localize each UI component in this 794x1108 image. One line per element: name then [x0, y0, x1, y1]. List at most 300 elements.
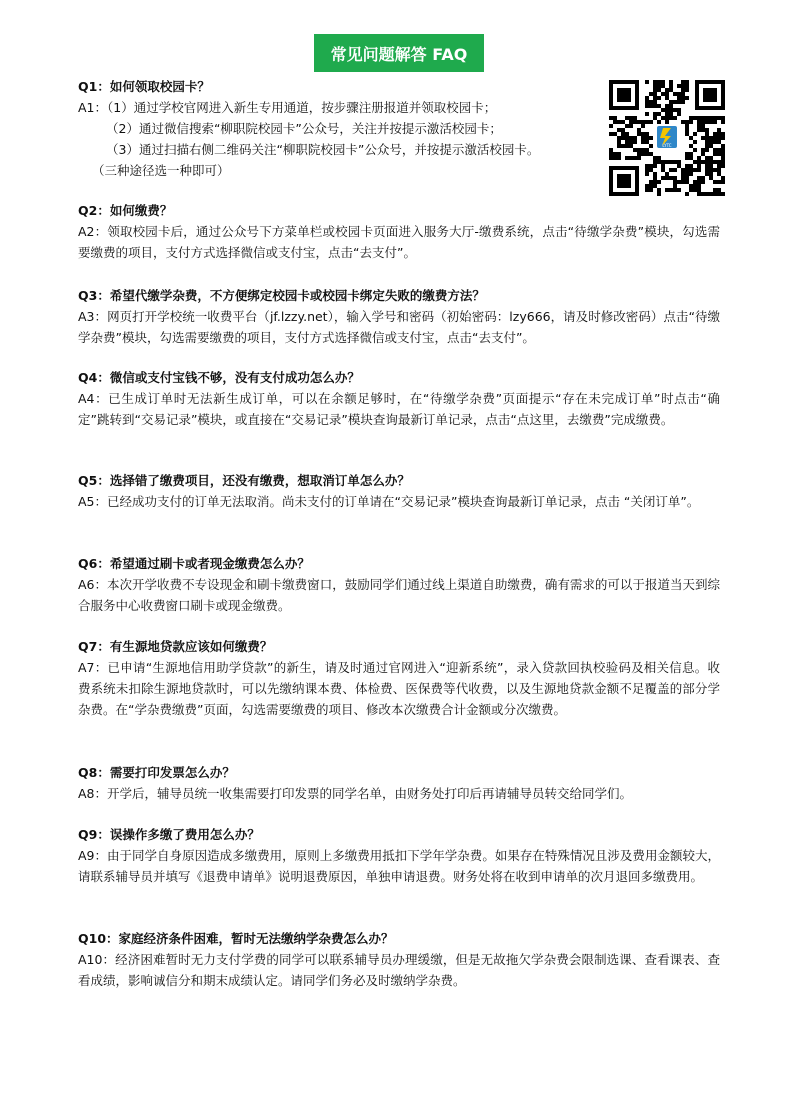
qr-module	[673, 100, 677, 104]
qr-module	[629, 144, 633, 148]
qr-module	[717, 148, 721, 152]
qr-module	[617, 152, 621, 156]
qr-module	[617, 156, 621, 160]
qr-module	[681, 84, 685, 88]
qr-module	[641, 152, 645, 156]
qr-module	[665, 112, 669, 116]
qr-module	[625, 136, 629, 140]
qr-module	[693, 160, 697, 164]
qr-module	[645, 140, 649, 144]
qr-module	[681, 176, 685, 180]
qr-module	[717, 140, 721, 144]
qr-module	[685, 80, 689, 84]
faq-answer: A4：已生成订单时无法新生成订单，可以在余额足够时，在“待缴学杂费”页面提示“存在未完成订单”时点击“确定”跳转到“交易记录”模块，或直接在“交易记录”模块查询最新订单记录，点击“点这里，去缴费”完成缴费。	[78, 391, 720, 427]
qr-module	[665, 92, 669, 96]
qr-module	[673, 116, 677, 120]
qr-module	[629, 120, 633, 124]
faq-answer: A2：领取校园卡后，通过公众号下方菜单栏或校园卡页面进入服务大厅-缴费系统，点击“待缴学杂费”模块，勾选需要缴费的项目，支付方式选择微信或支付宝，点击“去支付”。	[78, 224, 720, 260]
faq-question: Q4：微信或支付宝钱不够，没有支付成功怎么办？	[78, 370, 360, 385]
qr-module	[673, 176, 677, 180]
qr-module	[681, 172, 685, 176]
qr-module	[657, 180, 661, 184]
qr-module	[705, 144, 709, 148]
qr-module	[705, 128, 709, 132]
qr-module	[705, 172, 709, 176]
qr-module	[697, 168, 701, 172]
qr-module	[633, 148, 637, 152]
qr-module	[717, 172, 721, 176]
qr-module	[621, 120, 625, 124]
qr-module	[693, 132, 697, 136]
qr-module	[685, 156, 689, 160]
qr-module	[633, 120, 637, 124]
qr-module	[685, 132, 689, 136]
qr-module	[625, 116, 629, 120]
qr-module	[669, 160, 673, 164]
faq-answer: A9：由于同学自身原因造成多缴费用，原则上多缴费用抵扣下学年学杂费。如果存在特殊情况且涉及费用金额较大，请联系辅导员并填写《退费申请单》说明退费原因，单独申请退费。财务处将在收到申请单的次月退回多缴费用。	[78, 848, 720, 884]
qr-module	[645, 120, 649, 124]
qr-module	[649, 152, 653, 156]
qr-module	[665, 120, 669, 124]
qr-module	[641, 148, 645, 152]
qr-module	[709, 176, 713, 180]
qr-module	[657, 80, 661, 84]
qr-module	[717, 160, 721, 164]
qr-module	[701, 192, 705, 196]
faq-item-q10	[78, 928, 720, 991]
qr-module	[717, 128, 721, 132]
qr-module	[645, 104, 649, 108]
qr-module	[613, 132, 617, 136]
answer-line: A1：（1）通过学校官网进入新生专用通道，按步骤注册报道并领取校园卡；	[78, 100, 497, 115]
qr-module	[669, 80, 673, 84]
qr-module	[633, 156, 637, 160]
qr-module	[685, 120, 689, 124]
faq-answer: A8：开学后，辅导员统一收集需要打印发票的同学名单，由财务处打印后再请辅导员转交给同学们。	[78, 786, 633, 801]
qr-module	[649, 180, 653, 184]
qr-module	[653, 164, 657, 168]
qr-module	[653, 172, 657, 176]
qr-module	[677, 180, 681, 184]
qr-module	[653, 84, 657, 88]
qr-module	[665, 116, 669, 120]
qr-module	[709, 160, 713, 164]
qr-module	[709, 144, 713, 148]
qr-module	[701, 160, 705, 164]
qr-module	[613, 116, 617, 120]
qr-module	[641, 124, 645, 128]
qr-module	[669, 112, 673, 116]
qr-module	[705, 120, 709, 124]
qr-module	[673, 180, 677, 184]
qr-module	[717, 180, 721, 184]
qr-module	[649, 144, 653, 148]
qr-module	[713, 148, 717, 152]
qr-module	[649, 168, 653, 172]
qr-module	[689, 164, 693, 168]
qr-module	[681, 168, 685, 172]
qr-module	[709, 116, 713, 120]
qr-module	[697, 124, 701, 128]
qr-module	[665, 104, 669, 108]
qr-module	[689, 188, 693, 192]
qr-module	[685, 152, 689, 156]
qr-module	[685, 88, 689, 92]
qr-module	[673, 92, 677, 96]
qr-module	[701, 136, 705, 140]
qr-logo-text: LYTC	[662, 143, 672, 148]
qr-module	[665, 96, 669, 100]
faq-question: Q6：希望通过刷卡或者现金缴费怎么办？	[78, 556, 310, 571]
qr-module	[689, 136, 693, 140]
qr-module	[637, 132, 641, 136]
qr-module	[693, 180, 697, 184]
qr-module	[653, 96, 657, 100]
qr-module	[689, 172, 693, 176]
qr-module	[685, 128, 689, 132]
qr-module	[701, 152, 705, 156]
qr-module	[697, 156, 701, 160]
qr-module	[677, 84, 681, 88]
qr-module	[709, 168, 713, 172]
qr-module	[705, 132, 709, 136]
qr-module	[721, 176, 725, 180]
answer-line: （三种途径选一种即可）	[92, 163, 230, 178]
qr-module	[681, 88, 685, 92]
qr-module	[617, 140, 621, 144]
qr-module	[721, 152, 725, 156]
qr-module	[721, 144, 725, 148]
qr-module	[689, 120, 693, 124]
qr-module	[697, 116, 701, 120]
qr-module	[653, 180, 657, 184]
qr-module	[717, 164, 721, 168]
qr-module	[713, 120, 717, 124]
qr-module	[717, 152, 721, 156]
qr-module	[713, 116, 717, 120]
qr-module	[697, 176, 701, 180]
qr-module	[653, 92, 657, 96]
qr-module	[645, 172, 649, 176]
qr-module	[697, 188, 701, 192]
qr-module	[721, 120, 725, 124]
qr-module	[685, 124, 689, 128]
qr-module	[697, 160, 701, 164]
qr-module	[665, 88, 669, 92]
faq-item-q4	[78, 367, 720, 430]
qr-finder-top-left	[609, 80, 639, 110]
qr-finder-bottom-left	[609, 166, 639, 196]
faq-question: Q5：选择错了缴费项目，还没有缴费，想取消订单怎么办？	[78, 473, 410, 488]
qr-module	[657, 88, 661, 92]
qr-module	[669, 88, 673, 92]
faq-answer: A7：已申请“生源地信用助学贷款”的新生，请及时通过官网进入“迎新系统”，录入贷款回执校验码及相关信息。收费系统未扣除生源地贷款时，可以先缴纳课本费、体检费、医保费等代收费，以及生源地贷款金额不足覆盖的部分学杂费。在“学杂费缴费”页面，勾选需要缴费的项目、修改本次缴费合计金额或分次缴费。	[78, 660, 720, 717]
faq-answer: A10：经济困难暂时无力支付学费的同学可以联系辅导员办理缓缴，但是无故拖欠学杂费会限制选课、查看课表、查看成绩，影响诚信分和期末成绩认定。请同学们务必及时缴纳学杂费。	[78, 952, 720, 988]
faq-answer: A3：网页打开学校统一收费平台（jf.lzzy.net），输入学号和密码（初始密码：lzy666，请及时修改密码）点击“待缴学杂费”模块，勾选需要缴费的项目，支付方式选择微信或支付宝，点击“去支付”。	[78, 309, 720, 345]
qr-module	[617, 120, 621, 124]
qr-module	[677, 160, 681, 164]
qr-module	[609, 148, 613, 152]
qr-module	[661, 176, 665, 180]
qr-module	[633, 116, 637, 120]
faq-question: Q3：希望代缴学杂费，不方便绑定校园卡或校园卡绑定失败的缴费方法？	[78, 288, 485, 303]
qr-module	[657, 104, 661, 108]
qr-module	[645, 148, 649, 152]
qr-module	[677, 100, 681, 104]
qr-module	[721, 156, 725, 160]
qr-module	[689, 156, 693, 160]
qr-module	[705, 160, 709, 164]
faq-item-q6	[78, 553, 720, 616]
qr-module	[657, 192, 661, 196]
qr-module	[653, 104, 657, 108]
qr-module	[717, 192, 721, 196]
qr-code	[607, 78, 727, 198]
qr-module	[673, 168, 677, 172]
faq-answer: A5：已经成功支付的订单无法取消。尚未支付的订单请在“交易记录”模块查询最新订单记录，点击 “关闭订单”。	[78, 494, 700, 509]
qr-module	[621, 144, 625, 148]
qr-module	[665, 176, 669, 180]
qr-module	[673, 160, 677, 164]
qr-module	[677, 96, 681, 100]
qr-module	[681, 96, 685, 100]
qr-module	[701, 128, 705, 132]
qr-module	[621, 136, 625, 140]
qr-module	[701, 124, 705, 128]
qr-module	[681, 100, 685, 104]
qr-module	[701, 176, 705, 180]
qr-module	[625, 144, 629, 148]
qr-module	[685, 192, 689, 196]
qr-module	[645, 100, 649, 104]
qr-module	[677, 112, 681, 116]
qr-module	[629, 136, 633, 140]
qr-module	[645, 136, 649, 140]
qr-module	[645, 96, 649, 100]
qr-module	[645, 132, 649, 136]
qr-module	[713, 168, 717, 172]
qr-module	[717, 132, 721, 136]
qr-module	[617, 144, 621, 148]
qr-module	[625, 132, 629, 136]
qr-module	[657, 156, 661, 160]
qr-module	[697, 164, 701, 168]
qr-module	[637, 128, 641, 132]
qr-module	[637, 152, 641, 156]
qr-module	[713, 132, 717, 136]
qr-module	[661, 160, 665, 164]
qr-module	[609, 116, 613, 120]
qr-module	[613, 156, 617, 160]
qr-module	[645, 184, 649, 188]
qr-module	[653, 156, 657, 160]
qr-module	[653, 184, 657, 188]
qr-module	[705, 192, 709, 196]
qr-module	[705, 116, 709, 120]
qr-module	[645, 168, 649, 172]
qr-module	[673, 184, 677, 188]
qr-module	[669, 104, 673, 108]
qr-module	[665, 160, 669, 164]
qr-module	[625, 156, 629, 160]
qr-module	[653, 100, 657, 104]
qr-module	[653, 88, 657, 92]
qr-module	[661, 84, 665, 88]
qr-module	[625, 124, 629, 128]
qr-module	[685, 96, 689, 100]
page-title: 常见问题解答 FAQ	[314, 34, 484, 72]
qr-module	[709, 192, 713, 196]
qr-module	[689, 184, 693, 188]
qr-module	[689, 144, 693, 148]
qr-module	[693, 184, 697, 188]
qr-module	[645, 152, 649, 156]
qr-module	[653, 160, 657, 164]
qr-module	[645, 80, 649, 84]
qr-module	[641, 120, 645, 124]
qr-module	[637, 156, 641, 160]
qr-module	[609, 156, 613, 160]
faq-question: Q9：误操作多缴了费用怎么办？	[78, 827, 260, 842]
qr-finder-top-right	[695, 80, 725, 110]
qr-module	[637, 148, 641, 152]
qr-module	[697, 192, 701, 196]
faq-item-q3	[78, 285, 720, 348]
qr-module	[705, 168, 709, 172]
qr-module	[629, 140, 633, 144]
faq-question: Q8：需要打印发票怎么办？	[78, 765, 235, 780]
qr-module	[693, 168, 697, 172]
qr-module	[641, 136, 645, 140]
qr-module	[613, 120, 617, 124]
qr-module	[697, 180, 701, 184]
qr-module	[721, 164, 725, 168]
qr-module	[669, 168, 673, 172]
qr-module	[613, 152, 617, 156]
qr-module	[681, 80, 685, 84]
qr-module	[721, 148, 725, 152]
qr-module	[649, 92, 653, 96]
qr-module	[721, 192, 725, 196]
faq-question: Q2：如何缴费？	[78, 203, 173, 218]
qr-module	[693, 188, 697, 192]
qr-module	[677, 92, 681, 96]
qr-module	[669, 188, 673, 192]
qr-module	[681, 180, 685, 184]
qr-module	[717, 116, 721, 120]
qr-module	[701, 120, 705, 124]
qr-module	[713, 136, 717, 140]
qr-module	[657, 84, 661, 88]
qr-module	[669, 84, 673, 88]
qr-module	[665, 172, 669, 176]
qr-module	[685, 172, 689, 176]
qr-module	[641, 140, 645, 144]
qr-module	[637, 120, 641, 124]
qr-module	[657, 96, 661, 100]
qr-module	[709, 140, 713, 144]
qr-module	[653, 116, 657, 120]
qr-module	[649, 104, 653, 108]
faq-item-q7	[78, 636, 720, 720]
qr-module	[677, 108, 681, 112]
qr-module	[681, 92, 685, 96]
qr-module	[685, 180, 689, 184]
faq-item-q9	[78, 824, 720, 887]
qr-module	[661, 116, 665, 120]
qr-module	[653, 112, 657, 116]
qr-module	[689, 116, 693, 120]
qr-module	[685, 176, 689, 180]
qr-module	[713, 192, 717, 196]
qr-module	[709, 120, 713, 124]
faq-question: Q1：如何领取校园卡？	[78, 79, 210, 94]
qr-module	[665, 108, 669, 112]
qr-module	[713, 180, 717, 184]
qr-module	[649, 136, 653, 140]
faq-item-q2	[78, 200, 720, 263]
qr-module	[705, 136, 709, 140]
qr-module	[649, 184, 653, 188]
qr-module	[629, 116, 633, 120]
qr-module	[657, 120, 661, 124]
qr-module	[697, 120, 701, 124]
qr-module	[645, 188, 649, 192]
qr-module	[689, 168, 693, 172]
qr-module	[701, 180, 705, 184]
qr-module	[709, 172, 713, 176]
qr-module	[669, 100, 673, 104]
qr-module	[641, 132, 645, 136]
qr-module	[661, 92, 665, 96]
answer-line: （3）通过扫描右侧二维码关注“柳职院校园卡”公众号，并按提示激活校园卡。	[106, 142, 540, 157]
faq-answer: A6：本次开学收费不专设现金和刷卡缴费窗口，鼓励同学们通过线上渠道自助缴费，确有需求的可以于报道当天到综合服务中心收费窗口刷卡或现金缴费。	[78, 577, 720, 613]
qr-module	[721, 116, 725, 120]
faq-item-q8	[78, 762, 720, 804]
qr-module	[713, 140, 717, 144]
qr-module	[685, 84, 689, 88]
qr-module	[661, 168, 665, 172]
qr-module	[709, 164, 713, 168]
qr-module	[717, 136, 721, 140]
qr-module	[701, 148, 705, 152]
qr-module	[661, 80, 665, 84]
qr-module	[609, 124, 613, 128]
qr-module	[705, 164, 709, 168]
qr-module	[621, 128, 625, 132]
qr-module	[693, 116, 697, 120]
qr-module	[661, 164, 665, 168]
qr-module	[721, 180, 725, 184]
qr-module	[661, 108, 665, 112]
qr-module	[677, 188, 681, 192]
qr-module	[669, 176, 673, 180]
qr-module	[717, 168, 721, 172]
qr-module	[629, 156, 633, 160]
qr-module	[697, 184, 701, 188]
qr-module	[685, 168, 689, 172]
qr-module	[609, 152, 613, 156]
qr-module	[701, 116, 705, 120]
qr-module	[685, 164, 689, 168]
qr-module	[677, 164, 681, 168]
qr-module	[645, 112, 649, 116]
qr-module	[665, 188, 669, 192]
qr-module	[705, 148, 709, 152]
qr-module	[721, 160, 725, 164]
qr-module	[693, 140, 697, 144]
qr-module	[625, 140, 629, 144]
